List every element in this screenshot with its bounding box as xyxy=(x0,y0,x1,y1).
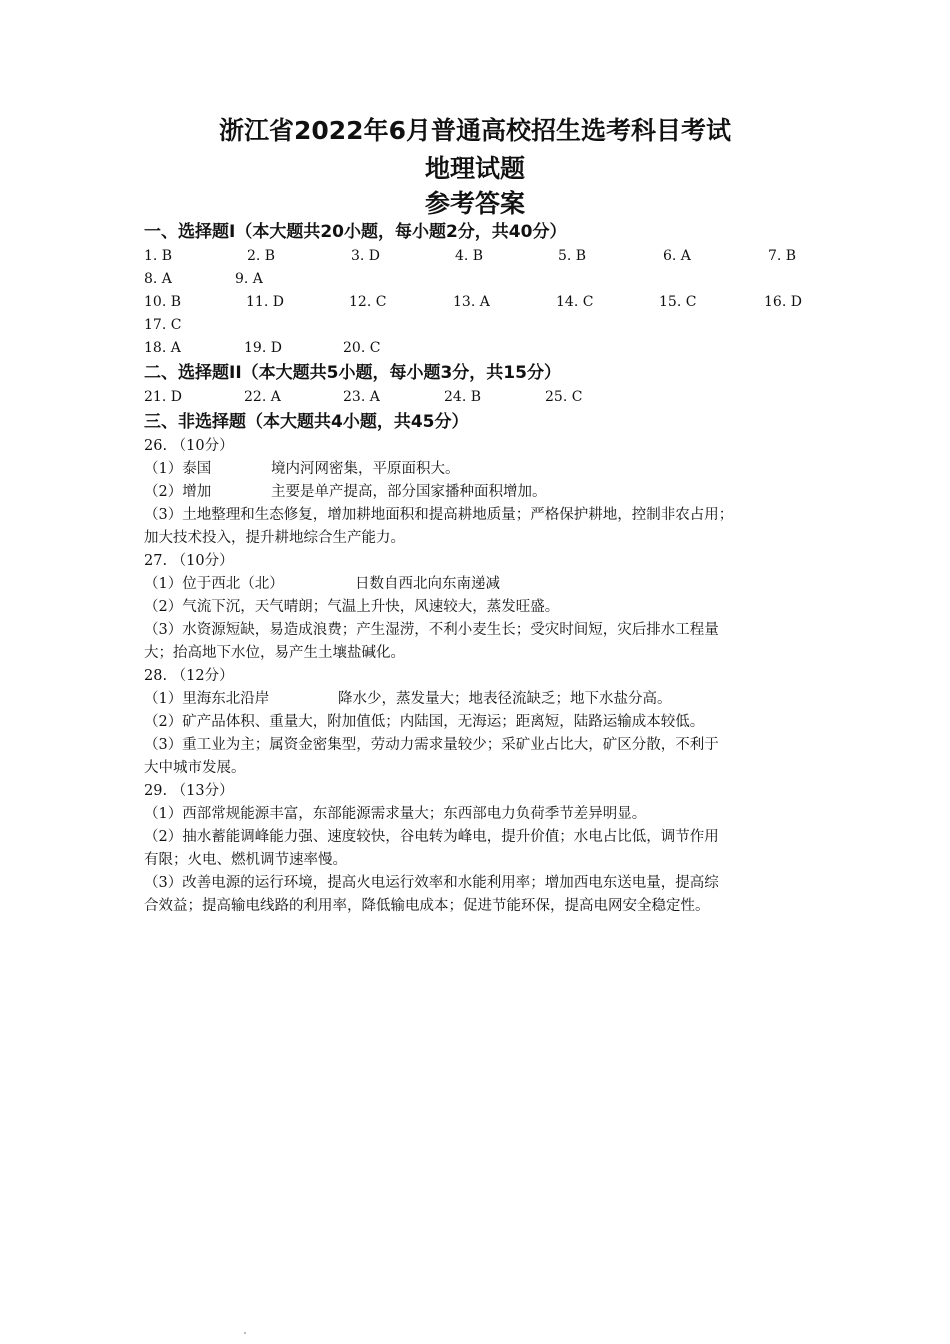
mc-answer: 4. B xyxy=(455,248,484,264)
answer-text: 境内河网密集，平原面积大。 xyxy=(271,461,460,477)
mc-answer: 17. C xyxy=(144,317,182,333)
answer-text: 主要是单产提高，部分国家播种面积增加。 xyxy=(271,484,547,500)
mc-row xyxy=(144,314,824,337)
q29-answer-3-line1: （3）改善电源的运行环境，提高火电运行效率和水能利用率；增加西电东送电量，提高综 xyxy=(144,875,719,891)
answer-text: 降水少，蒸发量大；地表径流缺乏；地下水盐分高。 xyxy=(338,691,672,707)
mc-answer: 9. A xyxy=(235,271,263,287)
q29-answer-2-line2: 有限；火电、燃机调节速率慢。 xyxy=(144,852,347,868)
mc-answer: 21. D xyxy=(144,389,182,405)
q29-answer-1: （1）西部常规能源丰富，东部能源需求量大；东西部电力负荷季节差异明显。 xyxy=(144,806,647,822)
mc-answer: 5. B xyxy=(558,248,587,264)
section2-heading: 二、选择题II（本大题共5小题，每小题3分，共15分） xyxy=(144,363,561,383)
exam-title: 浙江省2022年6月普通高校招生选考科目考试 xyxy=(219,116,731,145)
question-29-header: 29. （13分） xyxy=(144,783,234,799)
answer-label: （1）里海东北沿岸 xyxy=(144,691,270,707)
mc-row xyxy=(144,245,824,268)
q26-answer-3-line1: （3）土地整理和生态修复，增加耕地面积和提高耕地质量；严格保护耕地，控制非农占用； xyxy=(144,507,734,523)
mc-answer: 7. B xyxy=(768,248,797,264)
answer-text: 日数自西北向东南递减 xyxy=(355,576,500,592)
mc-answer: 11. D xyxy=(246,294,284,310)
subject-title: 地理试题 xyxy=(424,154,525,183)
mc-answer: 6. A xyxy=(663,248,691,264)
q28-answer-3-line1: （3）重工业为主；属资金密集型，劳动力需求量较少；采矿业占比大，矿区分散，不利于 xyxy=(144,737,719,753)
mc-answer: 19. D xyxy=(244,340,282,356)
q28-answer-1 xyxy=(144,688,824,711)
q26-answer-2 xyxy=(144,481,824,504)
page-speck xyxy=(244,1332,246,1334)
q27-answer-1 xyxy=(144,573,824,596)
answer-label: （2）增加 xyxy=(144,484,212,500)
answer-key-title: 参考答案 xyxy=(424,189,525,218)
q26-answer-3-line2: 加大技术投入，提升耕地综合生产能力。 xyxy=(144,530,405,546)
mc-answer: 15. C xyxy=(659,294,697,310)
mc-answer: 8. A xyxy=(144,271,172,287)
question-28-header: 28. （12分） xyxy=(144,668,234,684)
mc-row xyxy=(144,386,824,409)
q29-answer-3-line2: 合效益；提高输电线路的利用率，降低输电成本；促进节能环保，提高电网安全稳定性。 xyxy=(144,898,710,914)
mc-answer: 22. A xyxy=(244,389,281,405)
answer-label: （1）位于西北（北） xyxy=(144,576,284,592)
mc-answer: 18. A xyxy=(144,340,181,356)
q26-answer-1 xyxy=(144,458,824,481)
mc-row xyxy=(144,291,824,314)
mc-answer: 10. B xyxy=(144,294,182,310)
question-27-header: 27. （10分） xyxy=(144,553,234,569)
mc-answer: 23. A xyxy=(343,389,380,405)
mc-answer: 3. D xyxy=(351,248,381,264)
q28-answer-2: （2）矿产品体积、重量大，附加值低；内陆国，无海运；距离短，陆路运输成本较低。 xyxy=(144,714,705,730)
section1-heading: 一、选择题Ⅰ（本大题共20小题，每小题2分，共40分） xyxy=(144,222,567,242)
q27-answer-2: （2）气流下沉，天气晴朗；气温上升快，风速较大，蒸发旺盛。 xyxy=(144,599,560,615)
mc-answer: 13. A xyxy=(453,294,490,310)
answer-label: （1）泰国 xyxy=(144,461,212,477)
mc-answer: 14. C xyxy=(556,294,594,310)
mc-answer: 1. B xyxy=(144,248,173,264)
q27-answer-3-line1: （3）水资源短缺，易造成浪费；产生湿涝，不利小麦生长；受灾时间短，灾后排水工程量 xyxy=(144,622,719,638)
q28-answer-3-line2: 大中城市发展。 xyxy=(144,760,246,776)
mc-answer: 20. C xyxy=(343,340,381,356)
section3-heading: 三、非选择题（本大题共4小题，共45分） xyxy=(144,412,469,432)
mc-answer: 24. B xyxy=(444,389,482,405)
mc-answer: 12. C xyxy=(349,294,387,310)
mc-row xyxy=(144,337,824,360)
mc-answer: 16. D xyxy=(764,294,802,310)
question-26-header: 26. （10分） xyxy=(144,438,234,454)
answer-content xyxy=(144,219,824,918)
q29-answer-2-line1: （2）抽水蓄能调峰能力强、速度较快，谷电转为峰电，提升价值；水电占比低，调节作用 xyxy=(144,829,719,845)
q27-answer-3-line2: 大；抬高地下水位，易产生土壤盐碱化。 xyxy=(144,645,405,661)
mc-answer: 2. B xyxy=(247,248,276,264)
mc-answer: 25. C xyxy=(545,389,583,405)
mc-row xyxy=(144,268,824,291)
